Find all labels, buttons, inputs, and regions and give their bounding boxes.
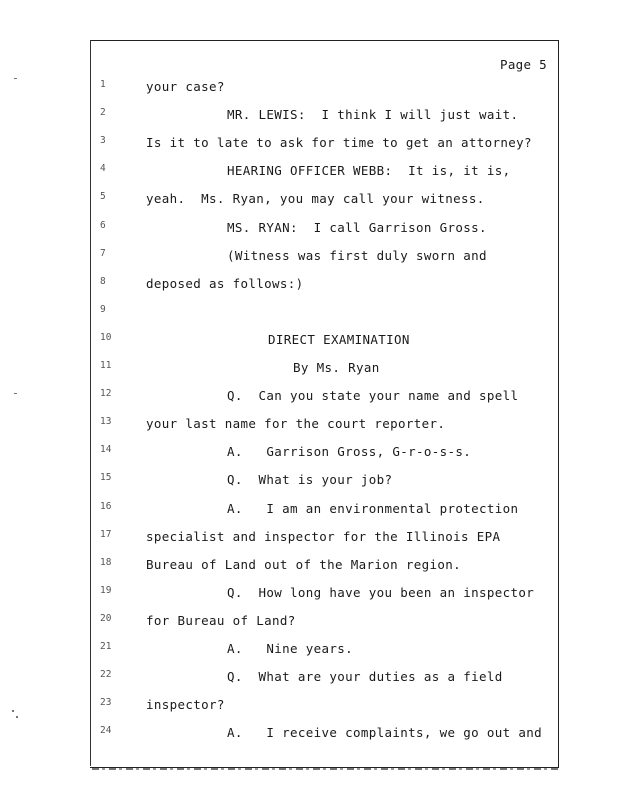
line-number: 18: [100, 557, 112, 568]
line-text: your case?: [146, 79, 225, 94]
line-number: 16: [100, 501, 112, 512]
line-text: A. Garrison Gross, G-r-o-s-s.: [227, 444, 472, 459]
transcript-line: [0, 163, 618, 183]
line-number: 10: [100, 332, 112, 343]
line-number: 6: [100, 220, 106, 231]
line-number: 11: [100, 360, 112, 371]
line-number: 20: [100, 613, 112, 624]
line-text: specialist and inspector for the Illinois EPA: [146, 529, 501, 544]
transcript-line: [0, 360, 618, 380]
scan-speck: [16, 716, 18, 718]
line-text: inspector?: [146, 697, 225, 712]
transcript-line: [0, 529, 618, 549]
page-number-label: Page 5: [500, 57, 547, 72]
transcript-line: [0, 613, 618, 633]
line-number: 15: [100, 472, 112, 483]
scan-speck: [14, 393, 17, 394]
line-text: MR. LEWIS: I think I will just wait.: [227, 107, 519, 122]
line-number: 22: [100, 669, 112, 680]
line-number: 7: [100, 248, 106, 259]
scan-speck: [12, 710, 14, 712]
line-number: 3: [100, 135, 106, 146]
transcript-line: [0, 388, 618, 408]
line-number: 14: [100, 444, 112, 455]
line-text: HEARING OFFICER WEBB: It is, it is,: [227, 163, 511, 178]
line-number: 12: [100, 388, 112, 399]
line-number: 19: [100, 585, 112, 596]
line-text: A. I receive complaints, we go out and: [227, 725, 543, 740]
line-number: 24: [100, 725, 112, 736]
transcript-line: [0, 472, 618, 492]
transcript-line: [0, 107, 618, 127]
transcript-line: [0, 557, 618, 577]
scan-speck: [14, 78, 17, 79]
line-number: 9: [100, 304, 106, 315]
transcript-line: [0, 79, 618, 99]
line-text: (Witness was first duly sworn and: [227, 248, 487, 263]
line-text: Is it to late to ask for time to get an attorney?: [146, 135, 532, 150]
transcript-line: [0, 501, 618, 521]
line-text: your last name for the court reporter.: [146, 416, 446, 431]
line-text: By Ms. Ryan: [293, 360, 380, 375]
line-text: for Bureau of Land?: [146, 613, 296, 628]
bottom-scan-artifact: [92, 768, 558, 770]
transcript-line: [0, 276, 618, 296]
line-text: Bureau of Land out of the Marion region.: [146, 557, 462, 572]
line-number: 4: [100, 163, 106, 174]
transcript-line: [0, 135, 618, 155]
transcript-line: [0, 416, 618, 436]
line-text: Q. How long have you been an inspector: [227, 585, 535, 600]
line-number: 13: [100, 416, 112, 427]
transcript-line: [0, 725, 618, 745]
transcript-line: [0, 220, 618, 240]
line-text: MS. RYAN: I call Garrison Gross.: [227, 220, 487, 235]
transcript-line: [0, 697, 618, 717]
transcript-line: [0, 641, 618, 661]
transcript-line: [0, 191, 618, 211]
line-text: A. Nine years.: [227, 641, 354, 656]
transcript-line: [0, 585, 618, 605]
line-text: Q. What is your job?: [227, 472, 393, 487]
line-number: 1: [100, 79, 106, 90]
line-text: Q. What are your duties as a field: [227, 669, 503, 684]
transcript-line: [0, 669, 618, 689]
line-number: 17: [100, 529, 112, 540]
line-number: 8: [100, 276, 106, 287]
transcript-line: [0, 332, 618, 352]
line-number: 23: [100, 697, 112, 708]
transcript-line: [0, 248, 618, 268]
transcript-line: [0, 304, 618, 324]
line-text: DIRECT EXAMINATION: [268, 332, 410, 347]
line-text: A. I am an environmental protection: [227, 501, 519, 516]
line-text: yeah. Ms. Ryan, you may call your witness.: [146, 191, 485, 206]
transcript-line: [0, 444, 618, 464]
line-number: 2: [100, 107, 106, 118]
line-text: deposed as follows:): [146, 276, 304, 291]
line-number: 5: [100, 191, 106, 202]
line-number: 21: [100, 641, 112, 652]
line-text: Q. Can you state your name and spell: [227, 388, 519, 403]
